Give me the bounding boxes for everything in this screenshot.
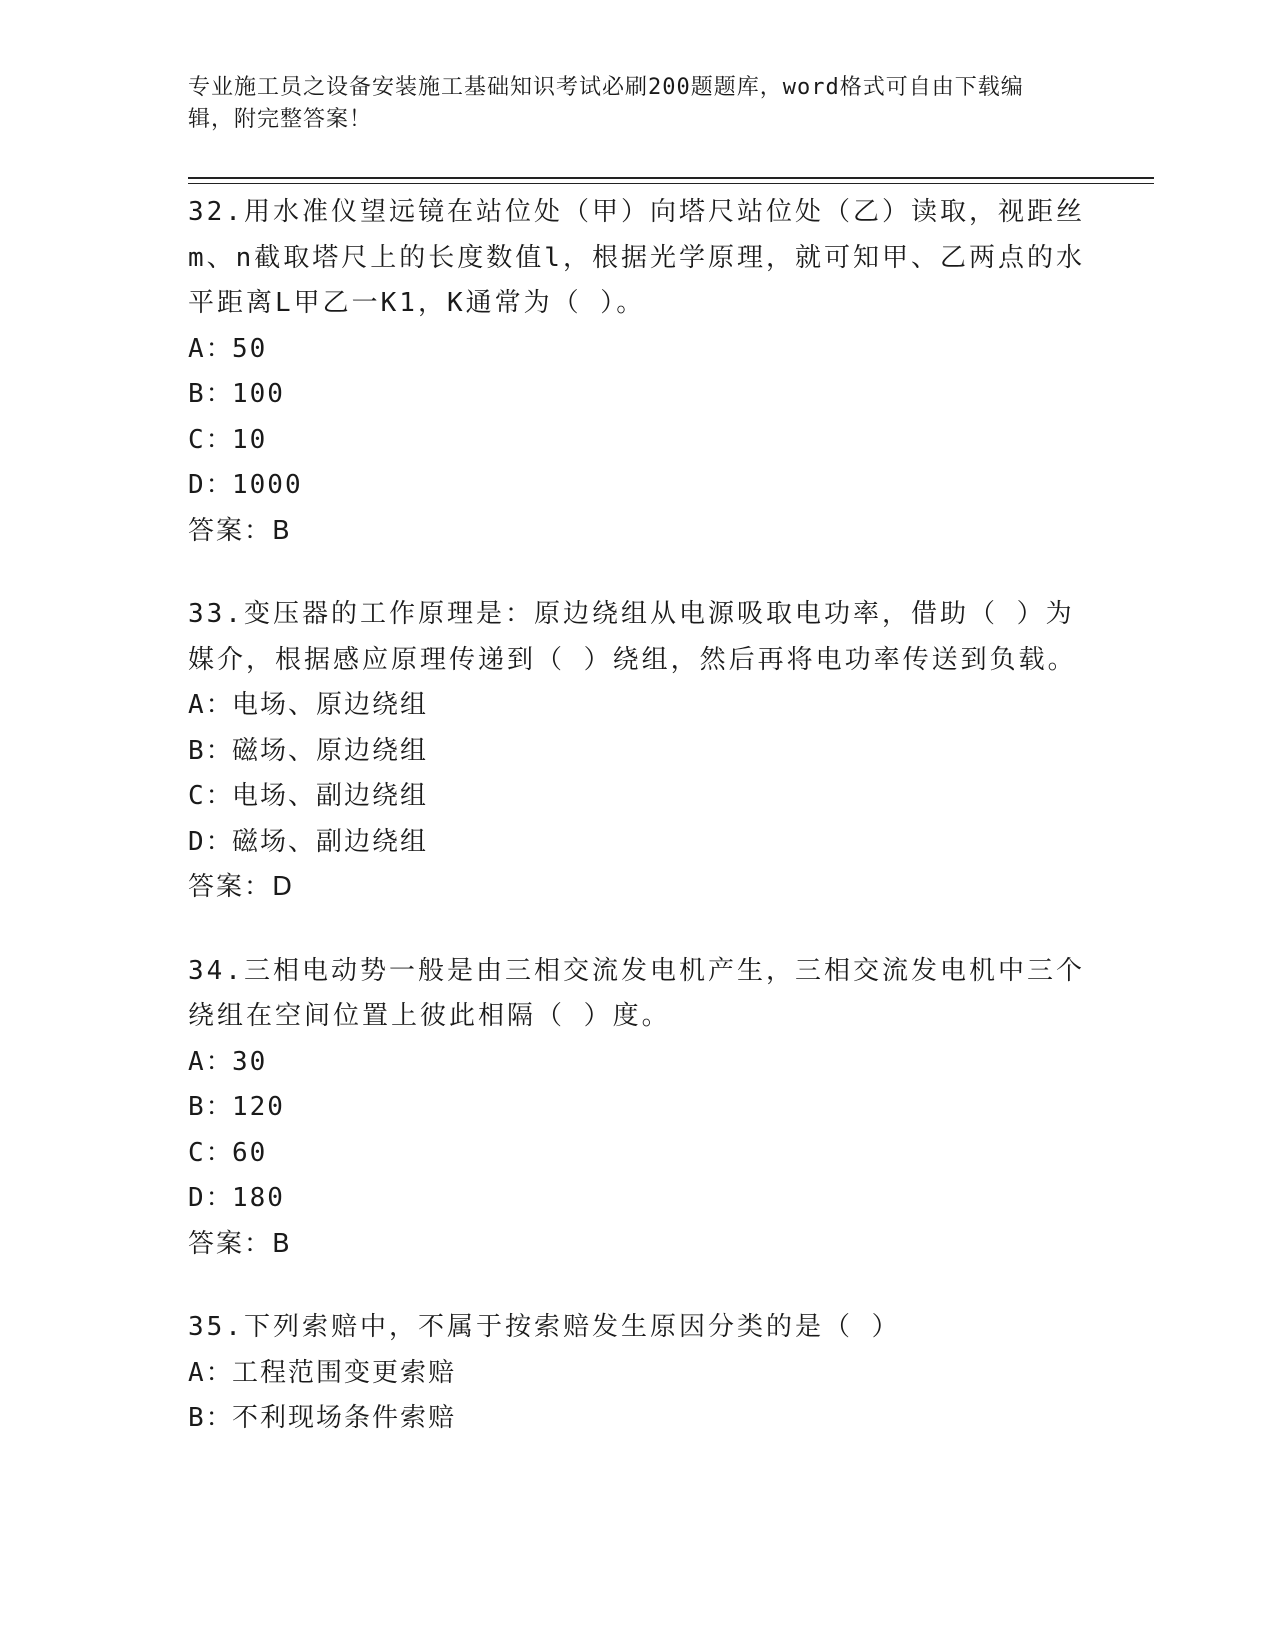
- option-text: 30: [232, 1046, 268, 1077]
- answer-line: 答案：D: [188, 872, 295, 902]
- question-32: [188, 190, 1088, 554]
- option-key: A：: [188, 333, 234, 364]
- option-text: 60: [232, 1137, 268, 1168]
- option-text: 电场、副边绕组: [232, 781, 429, 811]
- question-35: [188, 1305, 1088, 1442]
- question-stem: 34.三相电动势一般是由三相交流发电机产生，三相交流发电机中三个绕组在空间位置上彼此相隔（ ）度。: [188, 955, 1085, 1031]
- option-d: [188, 463, 1088, 509]
- option-text: 1000: [232, 470, 303, 500]
- option-a: [188, 1351, 1088, 1397]
- option-text: 电场、原边绕组: [232, 690, 429, 720]
- option-key: A：: [188, 1357, 234, 1388]
- option-key: B：: [188, 735, 234, 766]
- option-b: [188, 729, 1088, 775]
- question-34: [188, 949, 1088, 1268]
- answer-line: 答案：B: [188, 1228, 292, 1259]
- option-text: 磁场、副边绕组: [232, 826, 429, 857]
- header-divider-thick: [188, 177, 1154, 179]
- option-b: [188, 1085, 1088, 1131]
- question-33: [188, 592, 1088, 911]
- option-key: D：: [188, 470, 234, 500]
- option-key: D：: [188, 1183, 234, 1213]
- option-text: 100: [232, 379, 285, 409]
- option-key: B：: [188, 379, 234, 409]
- option-text: 磁场、原边绕组: [232, 735, 429, 766]
- option-d: [188, 1176, 1088, 1222]
- option-key: A：: [188, 1046, 234, 1077]
- option-text: 10: [232, 424, 268, 455]
- option-key: C：: [188, 781, 234, 811]
- header-divider-thin: [188, 183, 1154, 184]
- question-stem: 32.用水准仪望远镜在站位处（甲）向塔尺站位处（乙）读取，视距丝m、n截取塔尺上的长度数值l，根据光学原理，就可知甲、乙两点的水平距离L甲乙一K1，K通常为（ ）。: [188, 197, 1085, 318]
- option-text: 50: [232, 333, 268, 364]
- option-c: [188, 418, 1088, 464]
- option-c: [188, 774, 1088, 820]
- answer-line: 答案：B: [188, 515, 292, 546]
- option-key: D：: [188, 826, 234, 857]
- document-header-title: 专业施工员之设备安装施工基础知识考试必刷200题题库，word格式可自由下载编辑，附完整答案！: [188, 75, 1024, 132]
- option-text: 工程范围变更索赔: [232, 1357, 457, 1388]
- option-d: [188, 820, 1088, 866]
- option-key: A：: [188, 690, 234, 720]
- option-text: 不利现场条件索赔: [232, 1403, 457, 1433]
- option-key: C：: [188, 1137, 234, 1168]
- option-a: [188, 683, 1088, 729]
- option-b: [188, 1396, 1088, 1442]
- option-key: C：: [188, 424, 234, 455]
- option-text: 180: [232, 1183, 285, 1213]
- option-a: [188, 327, 1088, 373]
- option-text: 120: [232, 1092, 285, 1122]
- question-stem: 33.变压器的工作原理是：原边绕组从电源吸取电功率，借助（ ）为媒介，根据感应原理传递到（ ）绕组，然后再将电功率传送到负载。: [188, 599, 1077, 675]
- option-b: [188, 372, 1088, 418]
- option-key: B：: [188, 1092, 234, 1122]
- option-c: [188, 1131, 1088, 1177]
- question-list: [188, 190, 1088, 1480]
- option-key: B：: [188, 1403, 234, 1433]
- question-stem: 35.下列索赔中，不属于按索赔发生原因分类的是（ ）: [188, 1312, 901, 1342]
- option-a: [188, 1040, 1088, 1086]
